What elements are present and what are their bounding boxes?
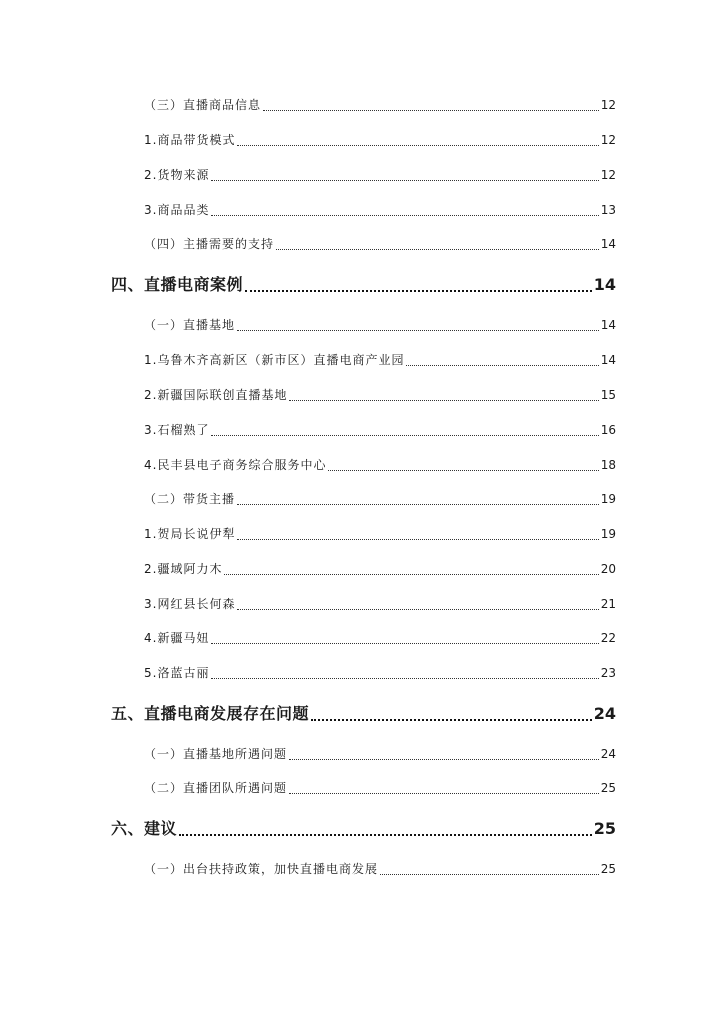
toc-entry-page: 24 bbox=[600, 747, 616, 761]
toc-entry-page: 23 bbox=[600, 666, 616, 680]
toc-entry[interactable] bbox=[144, 859, 616, 879]
toc-entry-page: 12 bbox=[600, 133, 616, 147]
toc-entry-title: 1.贺局长说伊犁 bbox=[144, 527, 236, 541]
toc-leader bbox=[211, 179, 598, 181]
toc-entry-title: 3.网红县长何森 bbox=[144, 597, 236, 611]
toc-entry-title: 2.疆域阿力木 bbox=[144, 562, 223, 576]
toc-leader bbox=[237, 538, 598, 540]
toc-entry[interactable] bbox=[144, 663, 616, 683]
toc-chapter-entry[interactable] bbox=[111, 273, 616, 297]
toc-entry[interactable] bbox=[144, 385, 616, 405]
toc-entry-title: 3.石榴熟了 bbox=[144, 423, 210, 437]
toc-chapter-entry[interactable] bbox=[111, 817, 616, 841]
toc-chapter-title: 六、建议 bbox=[111, 819, 178, 838]
toc-entry[interactable] bbox=[144, 95, 616, 115]
toc-entry-title: 5.洛蓝古丽 bbox=[144, 666, 210, 680]
toc-chapter-title: 五、直播电商发展存在问题 bbox=[111, 704, 310, 723]
toc-leader bbox=[263, 109, 599, 111]
toc-entry-page: 19 bbox=[600, 492, 616, 506]
toc-entry-page: 15 bbox=[600, 388, 616, 402]
toc-leader bbox=[211, 642, 598, 644]
toc-entry-title: 4.新疆马妞 bbox=[144, 631, 210, 645]
toc-leader bbox=[237, 608, 598, 610]
toc-entry-page: 14 bbox=[600, 237, 616, 251]
toc-entry-page: 14 bbox=[600, 318, 616, 332]
toc-leader bbox=[211, 214, 598, 216]
toc-entry[interactable] bbox=[144, 778, 616, 798]
toc-leader bbox=[237, 503, 599, 505]
toc-entry[interactable] bbox=[144, 524, 616, 544]
toc-entry-title: （二）直播团队所遇问题 bbox=[144, 781, 288, 795]
toc-leader bbox=[237, 144, 598, 146]
toc-chapter-entry[interactable] bbox=[111, 702, 616, 726]
toc-leader bbox=[289, 792, 599, 794]
toc-chapter-page: 25 bbox=[593, 819, 616, 838]
toc-entry[interactable] bbox=[144, 594, 616, 614]
toc-entry-title: （一）出台扶持政策，加快直播电商发展 bbox=[144, 862, 379, 876]
toc-entry[interactable] bbox=[144, 455, 616, 475]
toc-entry[interactable] bbox=[144, 350, 616, 370]
toc-chapter-page: 24 bbox=[593, 704, 616, 723]
toc-entry-page: 21 bbox=[600, 597, 616, 611]
toc-entry[interactable] bbox=[144, 559, 616, 579]
toc-entry-title: 2.新疆国际联创直播基地 bbox=[144, 388, 288, 402]
toc-entry[interactable] bbox=[144, 628, 616, 648]
toc-entry-page: 20 bbox=[600, 562, 616, 576]
toc-leader bbox=[380, 873, 599, 875]
toc-entry[interactable] bbox=[144, 315, 616, 335]
toc-leader bbox=[245, 289, 592, 292]
toc-leader bbox=[328, 469, 598, 471]
toc-entry-page: 16 bbox=[600, 423, 616, 437]
toc-entry[interactable] bbox=[144, 489, 616, 509]
toc-leader bbox=[179, 833, 592, 836]
toc-entry[interactable] bbox=[144, 420, 616, 440]
toc-entry-page: 18 bbox=[600, 458, 616, 472]
toc-leader bbox=[311, 718, 592, 721]
toc-leader bbox=[224, 573, 598, 575]
toc-entry-page: 22 bbox=[600, 631, 616, 645]
toc-entry-title: 2.货物来源 bbox=[144, 168, 210, 182]
toc-leader bbox=[289, 399, 598, 401]
toc-entry-title: （三）直播商品信息 bbox=[144, 98, 262, 112]
toc-entry-page: 14 bbox=[600, 353, 616, 367]
toc-chapter-page: 14 bbox=[593, 275, 616, 294]
toc-leader bbox=[289, 758, 599, 760]
toc-leader bbox=[237, 329, 599, 331]
toc-entry[interactable] bbox=[144, 165, 616, 185]
toc-entry-page: 19 bbox=[600, 527, 616, 541]
toc-entry[interactable] bbox=[144, 234, 616, 254]
toc-entry-page: 13 bbox=[600, 203, 616, 217]
toc-entry-title: （一）直播基地 bbox=[144, 318, 236, 332]
toc-leader bbox=[406, 364, 598, 366]
toc-leader bbox=[211, 677, 598, 679]
toc-entry-title: 4.民丰县电子商务综合服务中心 bbox=[144, 458, 327, 472]
toc-leader bbox=[211, 434, 598, 436]
toc-entry[interactable] bbox=[144, 130, 616, 150]
toc-entry-page: 12 bbox=[600, 168, 616, 182]
toc-chapter-title: 四、直播电商案例 bbox=[111, 275, 244, 294]
toc-entry-title: （四）主播需要的支持 bbox=[144, 237, 275, 251]
toc-entry-title: 3.商品品类 bbox=[144, 203, 210, 217]
toc-entry-title: 1.乌鲁木齐高新区（新市区）直播电商产业园 bbox=[144, 353, 405, 367]
toc-entry-page: 25 bbox=[600, 781, 616, 795]
toc-entry-title: （二）带货主播 bbox=[144, 492, 236, 506]
toc-entry-title: （一）直播基地所遇问题 bbox=[144, 747, 288, 761]
toc-entry[interactable] bbox=[144, 744, 616, 764]
toc-entry-page: 25 bbox=[600, 862, 616, 876]
toc-entry[interactable] bbox=[144, 200, 616, 220]
toc-entry-title: 1.商品带货模式 bbox=[144, 133, 236, 147]
toc-leader bbox=[276, 248, 599, 250]
toc-entry-page: 12 bbox=[600, 98, 616, 112]
